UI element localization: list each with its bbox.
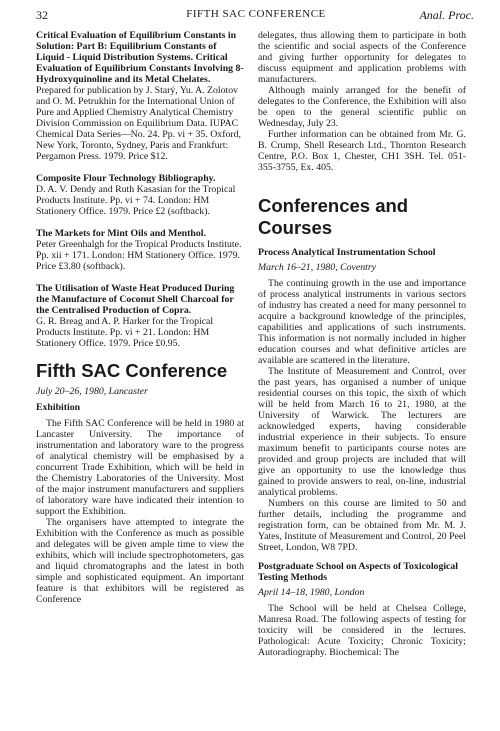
course-date: April 14–18, 1980, London bbox=[258, 587, 365, 598]
spacer bbox=[258, 173, 466, 193]
paragraph: The School will be held at Chelsea College, Manresa Road. The following aspects of testing for toxicity will be considered in the lectures. Pathological: Acute Toxicity; Chronic Toxicity; Autoradiography. Biochemical: The bbox=[258, 603, 466, 658]
journal-name: Anal. Proc. bbox=[419, 8, 474, 22]
bib-title: The Markets for Mint Oils and Menthol. bbox=[36, 228, 206, 239]
paragraph: Although mainly arranged for the benefit of delegates to the Conference, the Exhibition will also be open to the general scientific public on Wednesday, July 23. bbox=[258, 85, 466, 129]
paragraph: The continuing growth in the use and importance of process analytical instruments in various sectors of industry has created a need for many personnel to acquire a background knowledge of the principles, capabilities and applications of such instruments. This information is not normally included in higher education courses and what definitive articles are available are scattered in the literature. bbox=[258, 278, 466, 366]
section-title: Fifth SAC Conference bbox=[36, 360, 228, 381]
page-number: 32 bbox=[36, 8, 48, 22]
subsection-title: Exhibition bbox=[36, 402, 81, 413]
bibliography-entry bbox=[36, 283, 244, 349]
bib-details: Prepared for publication by J. Starý, Yu. A. Zolotov and O. M. Petrukhin for the International Union of Pure and Applied Chemistry Analytical Chemistry Division Commission on Equilibrium Data. IUPAC Chemical Data Series—No. 24. Pp. vi + 35. Oxford, New York, Toronto, Sydney, Paris and Frankfurt: Pergamon Press. 1979. Price $12. bbox=[36, 85, 241, 162]
paragraph: Further information can be obtained from Mr. G. B. Crump, Shell Research Ltd., Thornton Research Centre, P.O. Box 1, Chester, CH1 3SH. Tel. 051-355-3755, Ex. 405. bbox=[258, 129, 466, 173]
bibliography-entry bbox=[36, 30, 244, 162]
section-title: Conferences and Courses bbox=[258, 195, 409, 238]
running-title: FIFTH SAC CONFERENCE bbox=[186, 8, 326, 20]
bib-details: Peter Greenhalgh for the Tropical Products Institute. Pp. xii + 171. London: HM Stationery Office. 1979. Price £3.80 (softback). bbox=[36, 239, 242, 272]
right-column bbox=[258, 30, 466, 658]
course-date: March 16–21, 1980, Coventry bbox=[258, 262, 376, 273]
paragraph: Numbers on this course are limited to 50 and further details, including the programme and registration form, can be obtained from Mr. M. J. Yates, Institute of Measurement and Control, 20 Peel Street, London, W8 7PD. bbox=[258, 498, 466, 553]
course-title: Process Analytical Instrumentation School bbox=[258, 247, 436, 258]
running-header bbox=[36, 8, 474, 24]
course-title: Postgraduate School on Aspects of Toxicological Testing Methods bbox=[258, 561, 459, 583]
bib-title: The Utilisation of Waste Heat Produced During the Manufacture of Coconut Shell Charcoal for the Centralised Production of Copra. bbox=[36, 283, 235, 316]
paragraph: The Institute of Measurement and Control, over the past years, has organised a number of unique residential courses on this topic, the sixth of which will be held from March 16 to 21, 1980, at the University of Warwick. The lecturers are acknowledged experts, having considerable industrial experience in their subjects. To ensure maximum benefit to participants course notes are provided and group projects are included that will give an opportunity to use the knowledge thus gained to provide answers to real, on-line, industrial analytical problems. bbox=[258, 366, 466, 498]
paragraph: delegates, thus allowing them to participate in both the scientific and social aspects of the Conference and giving further opportunity for delegates to discuss equipment and application problems with manufacturers. bbox=[258, 30, 466, 85]
bibliography-entry bbox=[36, 173, 244, 217]
bib-details: G. R. Breag and A. P. Harker for the Tropical Products Institute. Pp. vi + 21. London: HM Stationery Office. 1979. Price £0.95. bbox=[36, 316, 214, 349]
left-column bbox=[36, 30, 244, 605]
section-date: July 20–26, 1980, Lancaster bbox=[36, 386, 148, 397]
bib-title: Composite Flour Technology Bibliography. bbox=[36, 173, 216, 184]
bib-details: D. A. V. Dendy and Ruth Kasasian for the Tropical Products Institute. Pp. vi + 74. London: HM Stationery Office. 1979. Price £2 (softback). bbox=[36, 184, 236, 217]
bibliography-entry bbox=[36, 228, 244, 272]
bib-title: Critical Evaluation of Equilibrium Constants in Solution: Part B: Equilibrium Constants of Liquid - Liquid Distribution Systems. Critical Evaluation of Equilibrium Constants Involving 8-Hydroxyquinoline and its Metal Chelates. bbox=[36, 30, 244, 85]
paragraph: The Fifth SAC Conference will be held in 1980 at Lancaster University. The importance of instrumentation and laboratory ware to the progress of analytical chemistry will be emphasised by a concurrent Trade Exhibition, which will be held in the Chemistry Laboratories of the University. Most of the major instrument manufacturers and suppliers of laboratory ware have indicated their intention to support the Exhibition. bbox=[36, 418, 244, 517]
paragraph: The organisers have attempted to integrate the Exhibition with the Conference as much as possible and delegates will be given ample time to view the exhibits, which will include spectrophotometers, gas and liquid chromatographs and the latest in both simple and sophisticated equipment. An important feature is that exhibitors will be registered as Conference bbox=[36, 517, 244, 605]
